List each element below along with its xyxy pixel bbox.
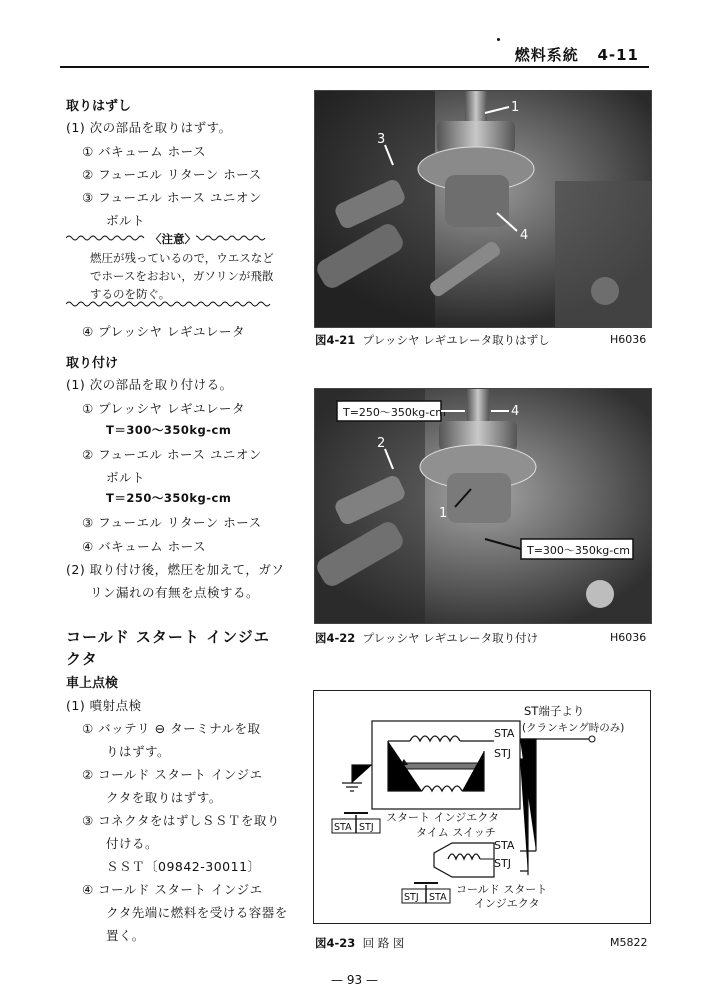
fig23-number: 図4-23 [315,936,356,950]
install-torque-2: T＝250〜350kg-cm [106,491,232,505]
injection-item-1: ① バッテリ ⊖ ターミナルを取 [82,721,261,736]
injection-item-3-cont: 付ける。 [106,836,159,851]
diagram-cranking: (クランキング時のみ) [522,722,625,734]
injection-item-4: ④ コールド スタート インジエ [82,882,263,897]
circuit-diagram [313,690,651,924]
fig21-label-4: 4 [520,228,529,243]
diagram-injector-label-b: インジエクタ [474,897,540,910]
diagram-injector-label-a: コールド スタート [456,883,548,896]
photo-pressure-regulator-removal [314,90,652,328]
fig22-title: プレッシヤ レギユレータ取り付け [362,631,539,645]
removal-step-1: (1) 次の部品を取りはずす。 [66,120,232,135]
fig21-number: 図4-21 [315,333,356,347]
fig23-code: M5822 [610,936,648,949]
diagram-sta-2: STA [494,839,515,852]
install-item-2-cont: ボルト [106,470,146,485]
caution-wavy-rule-bottom [66,300,271,308]
fig22-label-4: 4 [511,404,520,419]
photo-pressure-regulator-install [314,388,652,624]
install-step-2: (2) 取り付け後，燃圧を加えて，ガソ [66,562,285,577]
injection-item-1-cont: りはずす。 [106,744,171,759]
header-dot [497,38,500,41]
fig21-title: プレッシヤ レギユレータ取りはずし [362,333,550,347]
diagram-stj-2: STJ [494,857,511,870]
injection-step-1: (1) 噴射点検 [66,698,142,713]
fig21-caption [315,332,550,348]
injection-item-3: ③ コネクタをはずしＳＳＴを取り [82,813,280,828]
removal-item-3: ③ フューエル ホース ユニオン [82,190,262,205]
diagram-injector-sta: STA [429,892,447,903]
removal-item-4: ④ プレッシヤ レギユレータ [82,324,246,339]
caution-title: 〈注意〉 [150,232,196,246]
fig22-torque-bottom: T=300〜350kg-cm [527,544,631,557]
fig23-caption [315,935,404,951]
diagram-timer-stj: STJ [359,822,374,833]
sst-number: ＳＳＴ〔09842-30011〕 [106,859,261,874]
caution-line-2: でホースをおおい，ガソリンが飛散 [90,269,274,283]
fig22-torque-top: T=250〜350kg-cm [343,406,447,419]
install-heading: 取り付け [66,356,119,371]
removal-item-3-cont: ボルト [106,213,146,228]
removal-heading: 取りはずし [66,99,132,114]
install-step-2-cont: リン漏れの有無を点検する。 [90,585,260,600]
cold-start-title: コールド スタート インジエ [66,628,270,646]
caution-line-1: 燃圧が残っているので，ウエスなど [90,251,274,265]
caution-line-3: するのを防ぐ。 [90,287,171,301]
fig22-label-1: 1 [439,506,448,521]
fig21-code: H6036 [610,333,647,346]
running-header [515,44,639,65]
header-rule [60,66,649,68]
header-section: 燃料系統 [514,46,579,64]
header-page-ref: 4-11 [597,46,639,64]
install-item-1: ① プレッシヤ レギユレータ [82,401,246,416]
diagram-timer-label-a: スタート インジエクタ [386,811,500,824]
diagram-timer-label-b: タイム スイッチ [416,826,496,839]
fig22-code: H6036 [610,631,647,644]
diagram-injector-stj: STJ [404,892,419,903]
removal-item-2: ② フューエル リターン ホース [82,167,262,182]
fig23-title: 回 路 図 [362,936,405,950]
diagram-sta-1: STA [494,727,515,740]
fig21-label-1: 1 [511,100,520,115]
install-item-4: ④ バキューム ホース [82,539,207,554]
fig22-label-2: 2 [377,436,386,451]
injection-item-2: ② コールド スタート インジエ [82,767,263,782]
removal-item-1: ① バキューム ホース [82,144,207,159]
diagram-timer-sta: STA [334,822,352,833]
injection-item-4-cont: クタ先端に燃料を受ける容器を [106,905,288,920]
diagram-st-from: ST端子より [524,704,585,718]
install-step-1: (1) 次の部品を取り付ける。 [66,377,233,392]
fig22-number: 図4-22 [315,631,356,645]
page-number: — 93 — [331,973,378,987]
on-vehicle-heading: 車上点検 [66,676,119,691]
cold-start-title-cont: クタ [66,650,98,668]
install-item-2: ② フューエル ホース ユニオン [82,447,262,462]
install-torque-1: T＝300〜350kg-cm [106,423,232,437]
diagram-stj-1: STJ [494,747,511,760]
install-item-3: ③ フューエル リターン ホース [82,515,262,530]
fig21-label-3: 3 [377,132,386,147]
injection-item-2-cont: クタを取りはずす。 [106,790,222,805]
injection-item-4-cont-2: 置く。 [106,928,145,943]
fig22-caption [315,630,538,646]
